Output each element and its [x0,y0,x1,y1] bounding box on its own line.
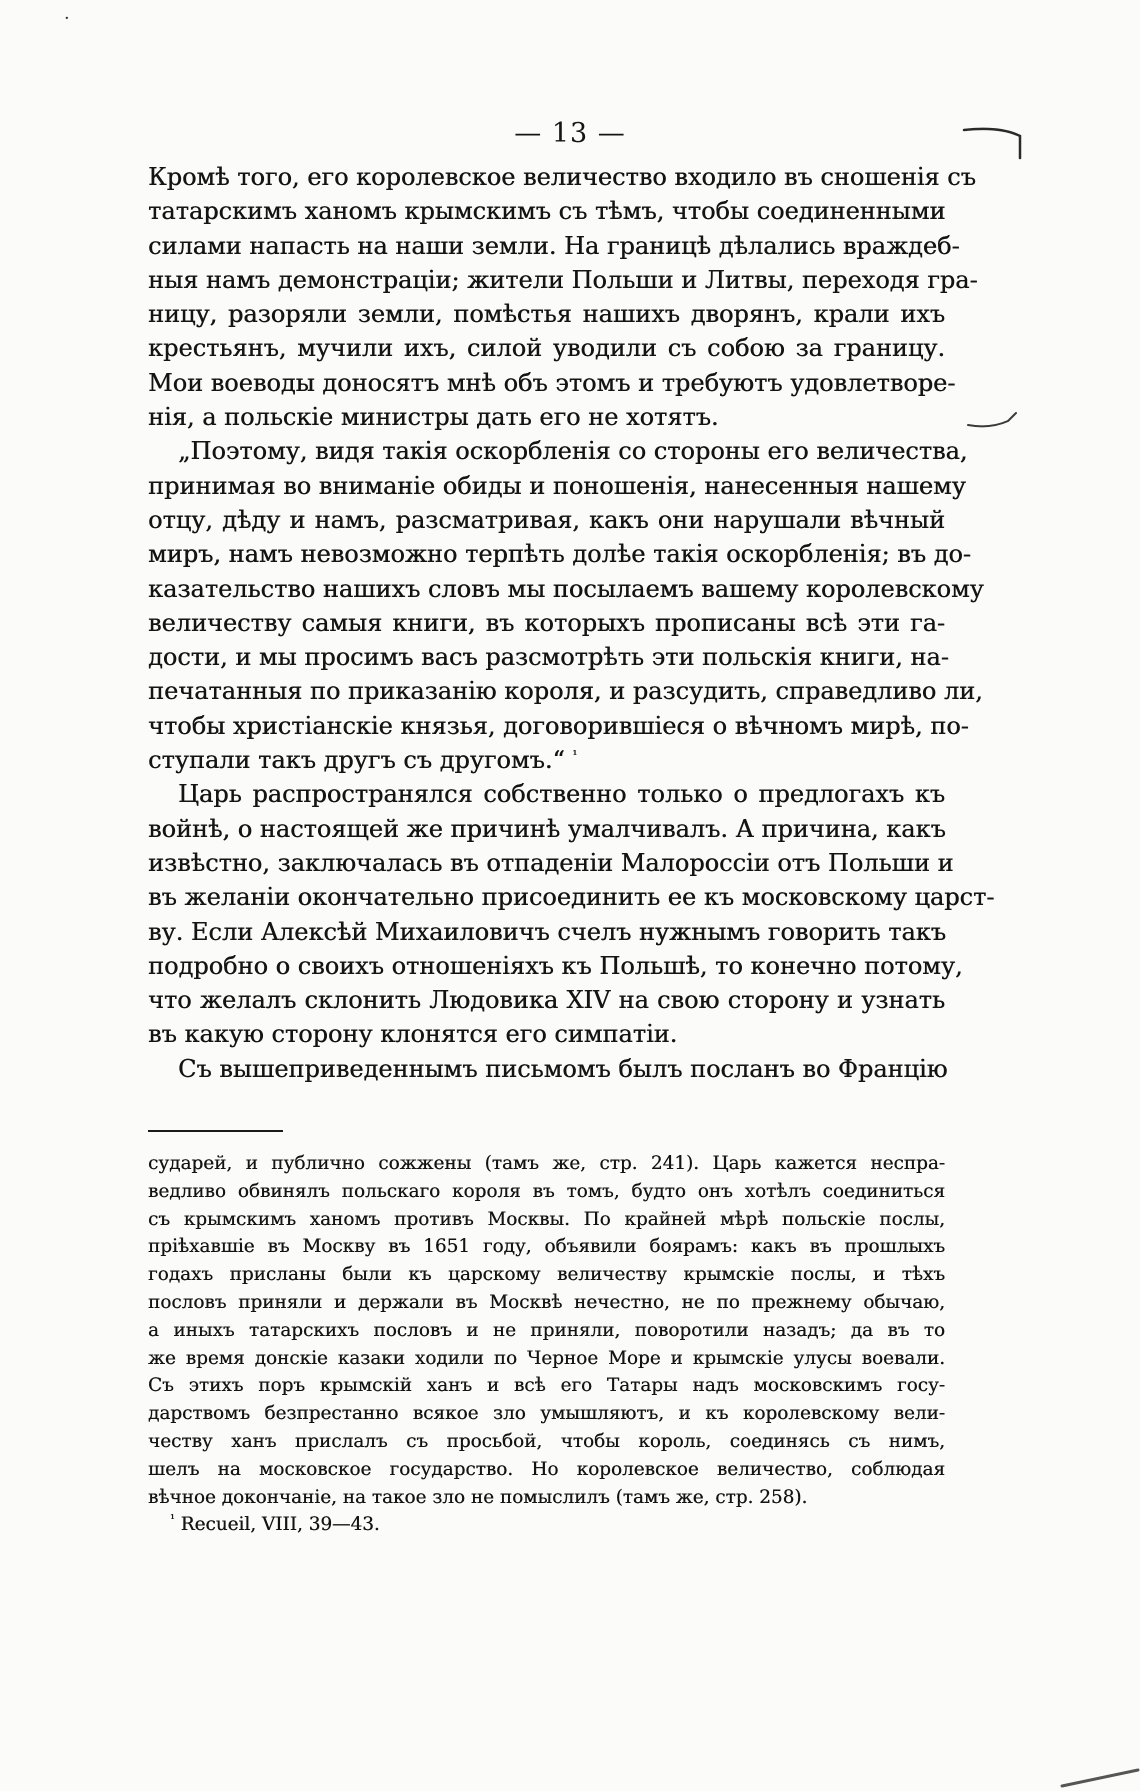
footnote-line: дарствомъ безпрестанно всякое зло умышляютъ, и къ королевскому вели- [148,1403,945,1425]
text-line: подробно о своихъ отношеніяхъ къ Польшѣ, то конечно потому, [148,951,963,980]
footnote-divider [148,1130,283,1132]
text-line: Мои воеводы доносятъ мнѣ объ этомъ и требуютъ удовлетворе- [148,368,956,397]
footnote-line: вѣчное докончаніе, на такое зло не помыслилъ (тамъ же, стр. 258). [148,1486,808,1508]
text-line: извѣстно, заключалась въ отпаденіи Малороссіи отъ Польши и [148,848,954,877]
footnote-line: съ крымскимъ ханомъ противъ Москвы. По крайней мѣрѣ польскіе послы, [148,1208,945,1230]
footnote-reference: ¹ [572,748,578,763]
text-line: Кромѣ того, его королевское величество входило въ сношенія съ [148,163,976,191]
text-line: войнѣ, о настоящей же причинѣ умалчивалъ. А причина, какъ [148,814,946,843]
page-number: — 13 — [514,118,626,149]
footnote-line: шелъ на московское государство. Но королевское величество, соблюдая [148,1458,945,1480]
text-line: татарскимъ ханомъ крымскимъ съ тѣмъ, чтобы соединенными [148,197,946,226]
text-line: величеству самыя книги, въ которыхъ прописаны всѣ эти га- [148,608,945,637]
footnote-marker: ¹ [170,1512,175,1527]
footnote-line: ведливо обвинялъ польскаго короля въ томъ, будто онъ хотѣлъ соединиться [148,1180,945,1202]
text-line: ву. Если Алексѣй Михаиловичъ счелъ нужнымъ говорить такъ [148,917,946,946]
text-line: „Поэтому, видя такія оскорбленія со стороны его величества, [178,437,968,466]
text-line: ницу, разоряли земли, помѣстья нашихъ дворянъ, крали ихъ [148,300,945,329]
text-line: печатанныя по приказанію короля, и разсудить, справедливо ли, [148,677,983,706]
text-line: въ какую сторону клонятся его симпатіи. [148,1020,678,1049]
text-line: миръ, намъ невозможно терпѣть долѣе такія оскорбленія; въ до- [148,540,971,569]
footnote-citation [148,1511,945,1539]
text-line: ныя намъ демонстраціи; жители Польши и Литвы, переходя гра- [148,265,978,294]
text-line: казательство нашихъ словъ мы посылаемъ вашему королевскому [148,574,984,603]
text-line: Съ вышеприведеннымъ письмомъ былъ посланъ во Францію [178,1054,948,1083]
footnote-line: пословъ приняли и держали въ Москвѣ нечестно, не по прежнему обычаю, [148,1291,945,1313]
text-line: отцу, дѣду и намъ, разсматривая, какъ они нарушали вѣчный [148,505,945,534]
text-line: Царь распространялся собственно только о предлогахъ къ [178,780,945,809]
text-line: чтобы христіанскіе князья, договорившіеся о вѣчномъ мирѣ, по- [148,711,969,740]
main-text [148,160,995,1086]
footnote-line: годахъ присланы были къ царскому величеству крымскіе послы, и тѣхъ [148,1264,945,1286]
text-line: нія, а польскіе министры дать его не хотятъ. [148,403,719,432]
text-line: дости, и мы просимъ васъ разсмотрѣть эти польскія книги, на- [148,643,949,672]
footnote-citation-text: Recueil, VIII, 39—43. [180,1514,380,1536]
scan-speck: · [64,8,70,29]
text-line-with-footnote [148,743,945,777]
margin-pencil-mark [960,395,1030,435]
text-line: принимая во вниманіе обиды и поношенія, нанесенныя нашему [148,471,966,500]
footnote-line: Съ этихъ поръ крымскій ханъ и всѣ его Татары надъ московскимъ госу- [148,1375,945,1397]
text-line-content: ступали такъ другъ съ другомъ.“ [148,746,565,775]
margin-bracket-mark [960,122,1030,162]
text-line: крестьянъ, мучили ихъ, силой уводили съ собою за границу. [148,334,945,363]
footnote-line: же время донскіе казаки ходили по Черное Море и крымскіе улусы воевали. [148,1347,945,1369]
footnote-line: честву ханъ прислалъ съ просьбой, чтобы король, соединясь съ нимъ, [148,1430,945,1452]
scan-edge-mark [1060,1760,1140,1791]
footnote-line: сударей, и публично сожжены (тамъ же, стр. 241). Царь кажется неспра- [148,1153,945,1174]
footnote-line: а иныхъ татарскихъ пословъ и не приняли, поворотили назадъ; да въ то [148,1319,945,1341]
text-line: въ желаніи окончательно присоединить ее къ московскому царст- [148,883,995,912]
text-line: что желалъ склонить Людовика XIV на свою сторону и узнать [148,986,945,1015]
footnotes [148,1150,945,1539]
footnote-line: пріѣхавшіе въ Москву въ 1651 году, объявили боярамъ: какъ въ прошлыхъ [148,1236,945,1258]
text-line: силами напасть на наши земли. На границѣ дѣлались враждеб- [148,231,960,260]
